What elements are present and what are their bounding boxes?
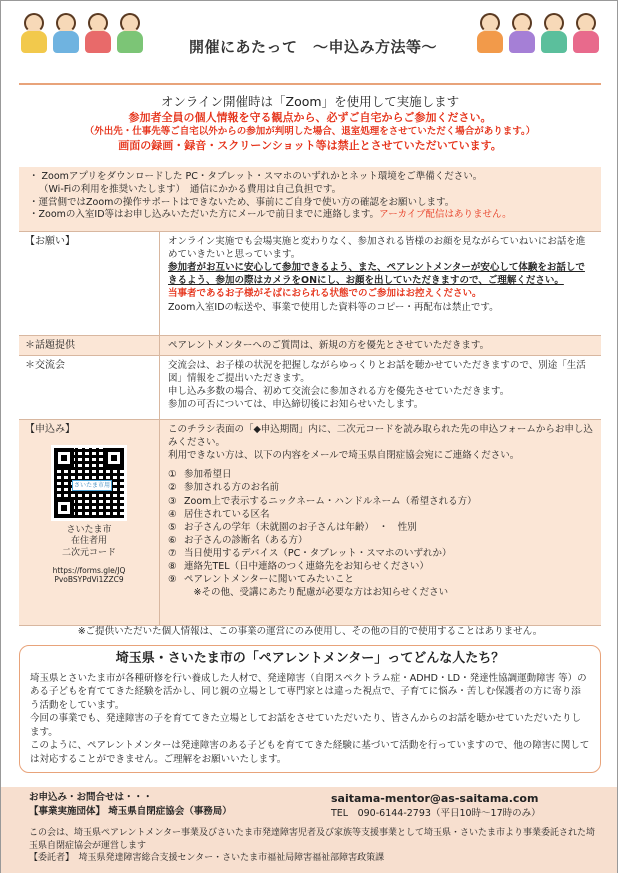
mentor-info-box — [19, 645, 601, 773]
row-onegai — [19, 232, 601, 336]
contact-label: お申込み・お問合せは・・・ — [29, 792, 153, 803]
children-illustration-right — [475, 13, 601, 55]
intro-section — [19, 93, 601, 154]
row-label-text: 【申込み】 — [25, 424, 75, 435]
camera-request: 参加者がお互いに安心して参加できるよう、また、ペアレントメンターが安心して体験をお話しできるよう、参加の際はカメラをONにし、お顔を出していただきますので、ご理解ください。 — [168, 262, 585, 287]
zoom-notes — [19, 167, 601, 231]
note-line: ・ Zoomアプリをダウンロードした PC・タブレット・スマホのいずれかとネット環境をご準備ください。 — [29, 171, 483, 182]
request-text: オンライン実施でも会場実施と変わりなく、参加される皆様のお顔を見ながらていねいにお話を進めていきたいと思っています。 — [168, 236, 586, 261]
row-koryu — [19, 356, 601, 420]
child-icon — [571, 13, 601, 55]
form-url-line: https://forms.gle/JQ — [52, 565, 126, 575]
contact-tel[interactable]: TEL 090-6144-2793（平日10時～17時のみ） — [331, 807, 541, 819]
privacy-notice: ※ご提供いただいた個人情報は、この事業の運営にのみ使用し、その他の目的で使用することはありません。 — [77, 626, 543, 637]
apply-item-text: 連絡先TEL（日中連絡のつく連絡先をお知らせください） — [184, 561, 429, 573]
row-content — [159, 420, 601, 625]
note-text: ・Zoomの入室ID等はお申し込みいただいた方にメールで前日までに連絡します。 — [29, 209, 380, 221]
contact-email[interactable]: saitama-mentor@as-saitama.com — [331, 792, 539, 805]
archive-notice: アーカイブ配信はありません。 — [379, 209, 512, 221]
qr-caption — [25, 525, 153, 560]
header-divider — [19, 83, 601, 85]
apply-item — [168, 534, 593, 547]
organizer: 【事業実施団体】 埼玉県自閉症協会（事務局） — [29, 805, 232, 817]
apply-item-number — [168, 586, 184, 599]
row-moushikomi — [19, 420, 601, 626]
footer — [1, 787, 617, 873]
note-line — [29, 209, 591, 222]
apply-item-text: 当日使用するデバイス（PC・タブレット・スマホのいずれか） — [184, 547, 452, 559]
mentor-paragraph: このように、ペアレントメンターは発達障害のある子どもを育ててきた経験に基づいて活動を行っていますので、他の障害に関しては対応することができません。ご理解をお願いいたします。 — [30, 740, 590, 765]
mentor-text — [30, 672, 590, 766]
apply-item-number: ⑤ — [168, 521, 177, 533]
child-icon — [83, 13, 113, 55]
apply-item-number: ② — [168, 482, 177, 494]
qr-caption-line: 在住者用 — [70, 536, 107, 547]
qr-badge: さいたま市用 — [73, 481, 110, 489]
apply-item — [168, 547, 593, 560]
apply-item — [168, 560, 593, 573]
apply-item — [168, 481, 593, 494]
apply-item-text: ペアレントメンターに聞いてみたいこと — [184, 574, 354, 586]
children-illustration-left — [19, 13, 145, 55]
apply-item-number: ⑧ — [168, 561, 177, 573]
mentor-paragraph: 今回の事業でも、発達障害の子を育ててきた立場としてお話をさせていただいたり、皆さんからのお話を聴かせていただいたりします。 — [30, 713, 582, 738]
koryu-text: 参加の可否については、申込締切後にお知らせいたします。 — [168, 399, 424, 411]
exit-notice: （外出先・仕事先等ご自宅以外からの参加が判明した場合、退室処理をさせていただく場合があります。） — [84, 126, 536, 138]
apply-item — [168, 586, 593, 599]
row-wadai — [19, 336, 601, 356]
child-icon — [51, 13, 81, 55]
child-present-notice: 当事者であるお子様がそばにおられる状態でのご参加はお控えください。 — [168, 288, 482, 300]
contact-details — [331, 791, 541, 821]
info-table — [19, 231, 601, 626]
page-title: 開催にあたって ～申込み方法等～ — [189, 38, 438, 56]
apply-items-list — [168, 468, 593, 599]
apply-item-text: お子さんの学年（未就園のお子さんは年齢） ・ 性別 — [184, 521, 417, 533]
form-url-line: PvoBSYPdVi1ZZC9 — [54, 575, 124, 585]
apply-text: このチラシ表面の「◆申込期間」内に、二次元コードを読み取られた先の申込フォームからお申し込みください。 — [168, 424, 593, 449]
qr-caption-line: 二次元コード — [61, 548, 116, 559]
mentor-title: 埼玉県・さいたま市の「ペアレントメンター」ってどんな人たち？ — [115, 651, 505, 666]
row-content: ペアレントメンターへのご質問は、新規の方を優先とさせていただきます。 — [159, 336, 601, 355]
form-url[interactable] — [25, 566, 153, 585]
apply-item-text: お子さんの診断名（ある方） — [184, 534, 308, 546]
apply-item-number: ④ — [168, 508, 177, 520]
row-content — [159, 356, 601, 419]
header — [19, 7, 601, 87]
child-icon — [115, 13, 145, 55]
row-label — [19, 420, 159, 625]
row-label: ＊話題提供 — [19, 336, 159, 355]
row-content — [159, 232, 601, 335]
footer-note-line: この会は、埼玉県ペアレントメンター事業及びさいたま市発達障害児者及び家族等支援事業として埼玉県・さいたま市より事業委託された埼玉県自閉症協会が運営します — [29, 828, 595, 851]
apply-item-number: ① — [168, 469, 177, 481]
footer-note-line: 【委託者】 埼玉県発達障害総合支援センター・さいたま市福祉局障害福祉部障害政策課 — [29, 853, 385, 864]
child-icon — [539, 13, 569, 55]
note-line: ・運営側ではZoomの操作サポートはできないため、事前にご自身で使い方の確認をお願いします。 — [29, 196, 455, 208]
koryu-text: 交流会は、お子様の状況を把握しながらゆっくりとお話を聴かせていただきますので、別途「生活図」情報をご提出いただきます。 — [168, 360, 586, 385]
redistribution-ban: Zoom入室IDの転送や、事業で使用した資料等のコピー・再配布は禁止です。 — [168, 301, 499, 313]
child-icon — [19, 13, 49, 55]
koryu-text: 申し込み多数の場合、初めて交流会に参加される方を優先させていただきます。 — [168, 386, 510, 398]
qr-finder — [54, 448, 74, 468]
apply-text: 利用できない方は、以下の内容をメールで埼玉県自閉症協会宛にご連絡ください。 — [168, 450, 520, 462]
apply-item-text: 参加される方のお名前 — [184, 482, 280, 494]
note-line: （Wi-Fiの利用を推奨いたします） 通信にかかる費用は自己負担です。 — [39, 183, 342, 195]
child-icon — [475, 13, 505, 55]
apply-item-number: ⑨ — [168, 574, 177, 586]
zoom-lead: オンライン開催時は「Zoom」を使用して実施します — [160, 94, 460, 109]
apply-item-text: 参加希望日 — [184, 469, 232, 481]
apply-item — [168, 468, 593, 481]
footer-note — [29, 827, 599, 865]
row-label: ＊交流会 — [25, 360, 65, 371]
apply-item-number: ③ — [168, 495, 177, 507]
qr-code[interactable] — [51, 445, 127, 521]
row-label: 【お願い】 — [25, 236, 75, 247]
home-participation-notice: 参加者全員の個人情報を守る観点から、必ずご自宅からご参加ください。 — [128, 111, 492, 125]
child-icon — [507, 13, 537, 55]
apply-item — [168, 573, 593, 586]
apply-item-number: ⑦ — [168, 547, 177, 559]
apply-item-text: ※その他、受講にあたり配慮が必要な方はお知らせください — [184, 587, 449, 599]
apply-item — [168, 495, 593, 508]
contact-block — [29, 791, 232, 819]
apply-item — [168, 521, 593, 534]
apply-item-text: Zoom上で表示するニックネーム・ハンドルネーム（希望される方） — [184, 495, 477, 507]
mentor-paragraph: 埼玉県とさいたま市が各種研修を行い養成した人材で、発達障害（自閉スペクトラム症・ADHD・LD・発達性協調運動障害 等）のある子どもを育ててきた経験を活かし、同じ親の立場として専門家とは違った視点で、子育てに悩み・苦しむ保護者の方に寄り添う活動をしています。 — [30, 672, 587, 711]
qr-finder — [54, 498, 74, 518]
apply-item-text: 居住されている区名 — [184, 508, 270, 520]
recording-ban-notice: 画面の録画・録音・スクリーンショット等は禁止とさせていただいています。 — [118, 138, 502, 152]
apply-item — [168, 508, 593, 521]
qr-finder — [104, 448, 124, 468]
apply-item-number: ⑥ — [168, 534, 177, 546]
qr-caption-line: さいたま市 — [66, 524, 112, 535]
